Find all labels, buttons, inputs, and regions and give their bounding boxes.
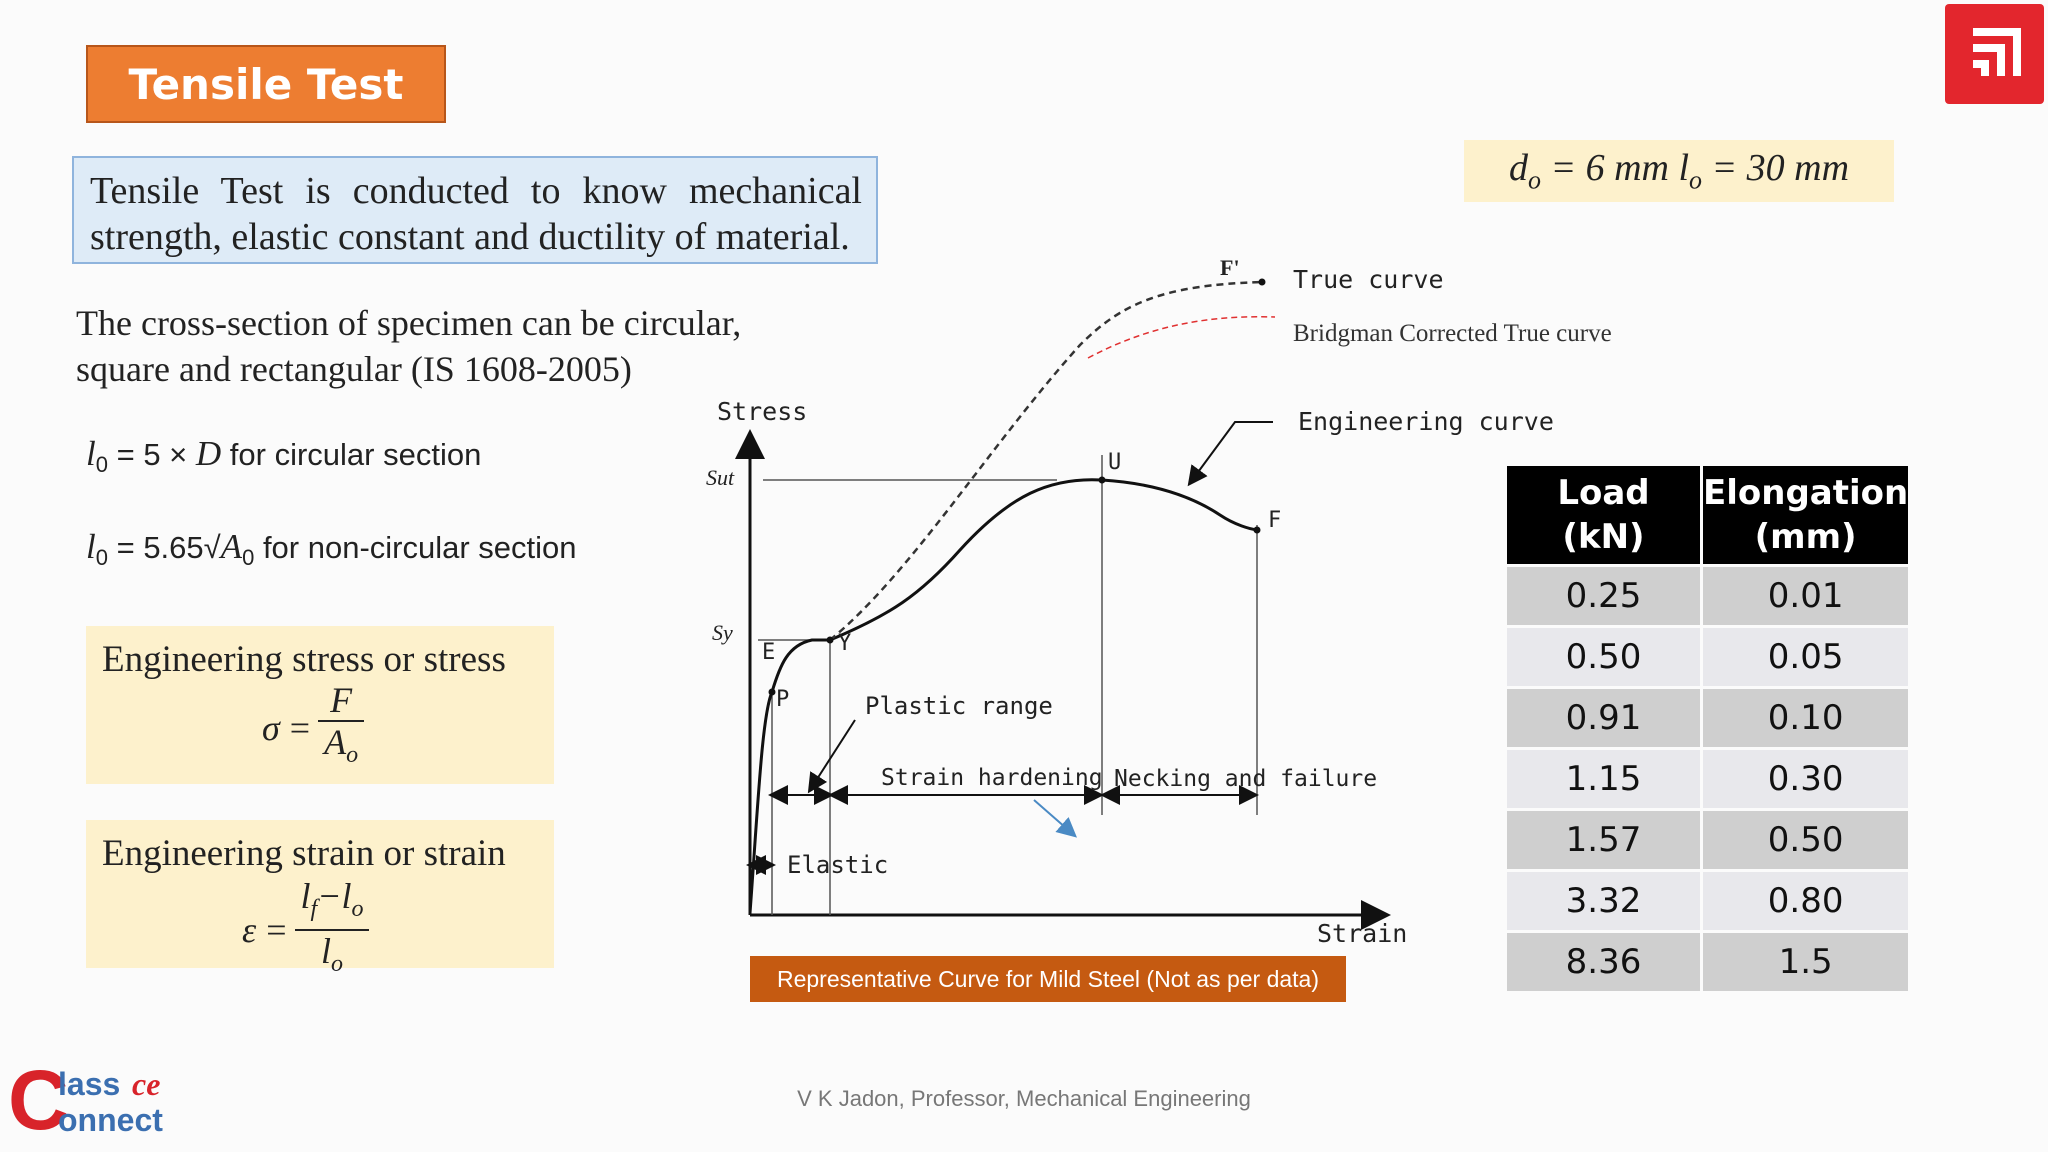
table-row: 0.91 0.10 [1507,689,1908,747]
x-axis-label: Strain [1317,919,1408,948]
logo-mark-icon [1945,4,2044,104]
bridgman-curve [1088,317,1275,358]
table-row: 1.57 0.50 [1507,811,1908,869]
necking-label: Necking and failure [1114,766,1378,792]
intro-text: Tensile Test is conducted to know mechanical strength, elastic constant and ductility of material. [72,156,878,264]
point-u-label: U [1108,450,1122,475]
sy-label: Sy [712,620,733,645]
stress-numerator: F [330,680,353,720]
strain-definition-label: Engineering strain or strain [102,833,506,874]
stress-formula: σ = $\frac{F}{A_o}$ [262,680,364,775]
formula-noncircular-desc: for non-circular section [262,530,577,565]
strain-formula: ε = $\frac{l_f-l_o}{l_o}$ [242,876,369,984]
formula-circular: $l_0 = 5 \times D$ for circular section [86,434,482,478]
true-curve [830,282,1262,640]
slide-title: Tensile Test [86,45,446,123]
table-row: 1.15 0.30 [1507,750,1908,808]
bridgman-label: Bridgman Corrected True curve [1293,320,1612,347]
specimen-dimensions: $d_o = 6$ mm $l_o = 30$ mm [1464,140,1894,202]
point-e-label: E [762,640,776,665]
sut-label: Sut [706,465,735,490]
strain-definition-box [86,820,554,978]
brand-line1: lass [58,1066,121,1102]
brand-mark: ce [132,1066,161,1102]
point-f-label: F [1268,508,1282,533]
true-curve-label: True curve [1293,265,1444,294]
engineering-curve-label: Engineering curve [1298,407,1554,436]
header-load: Load (kN) [1507,466,1700,564]
table-row: 0.50 0.05 [1507,628,1908,686]
elastic-label: Elastic [787,851,889,879]
stress-definition-label: Engineering stress or stress [102,639,506,680]
formula-noncircular: $l_0 = 5.65√A_0$ for non-circular section [86,527,577,571]
footer-credit: V K Jadon, Professor, Mechanical Engineering [797,1086,1251,1111]
y-axis-label: Stress [717,397,808,426]
point-p-label: P [776,687,790,712]
cross-section-text: The cross-section of specimen can be circular, square and rectangular (IS 1608-2005) [76,303,742,389]
stress-definition-box [86,626,554,784]
table-row: 8.36 1.5 [1507,933,1908,991]
point-y-label: Y [838,631,852,656]
brand-initial: C [8,1053,69,1147]
strain-hardening-label: Strain hardening [881,765,1103,791]
logo [1945,4,2044,104]
diagram-caption: Representative Curve for Mild Steel (Not as per data) [750,956,1346,1002]
formula-circular-desc: for circular section [229,437,482,472]
brand-logo [8,1053,178,1147]
plastic-range-label: Plastic range [865,692,1053,720]
table-row: 0.25 0.01 [1507,567,1908,625]
point-fprime-label: F' [1220,255,1240,280]
brand-line2: onnect [58,1102,163,1138]
header-elongation: Elongation (mm) [1703,466,1908,564]
table-row: 3.32 0.80 [1507,872,1908,930]
load-elongation-table [1504,463,1911,994]
